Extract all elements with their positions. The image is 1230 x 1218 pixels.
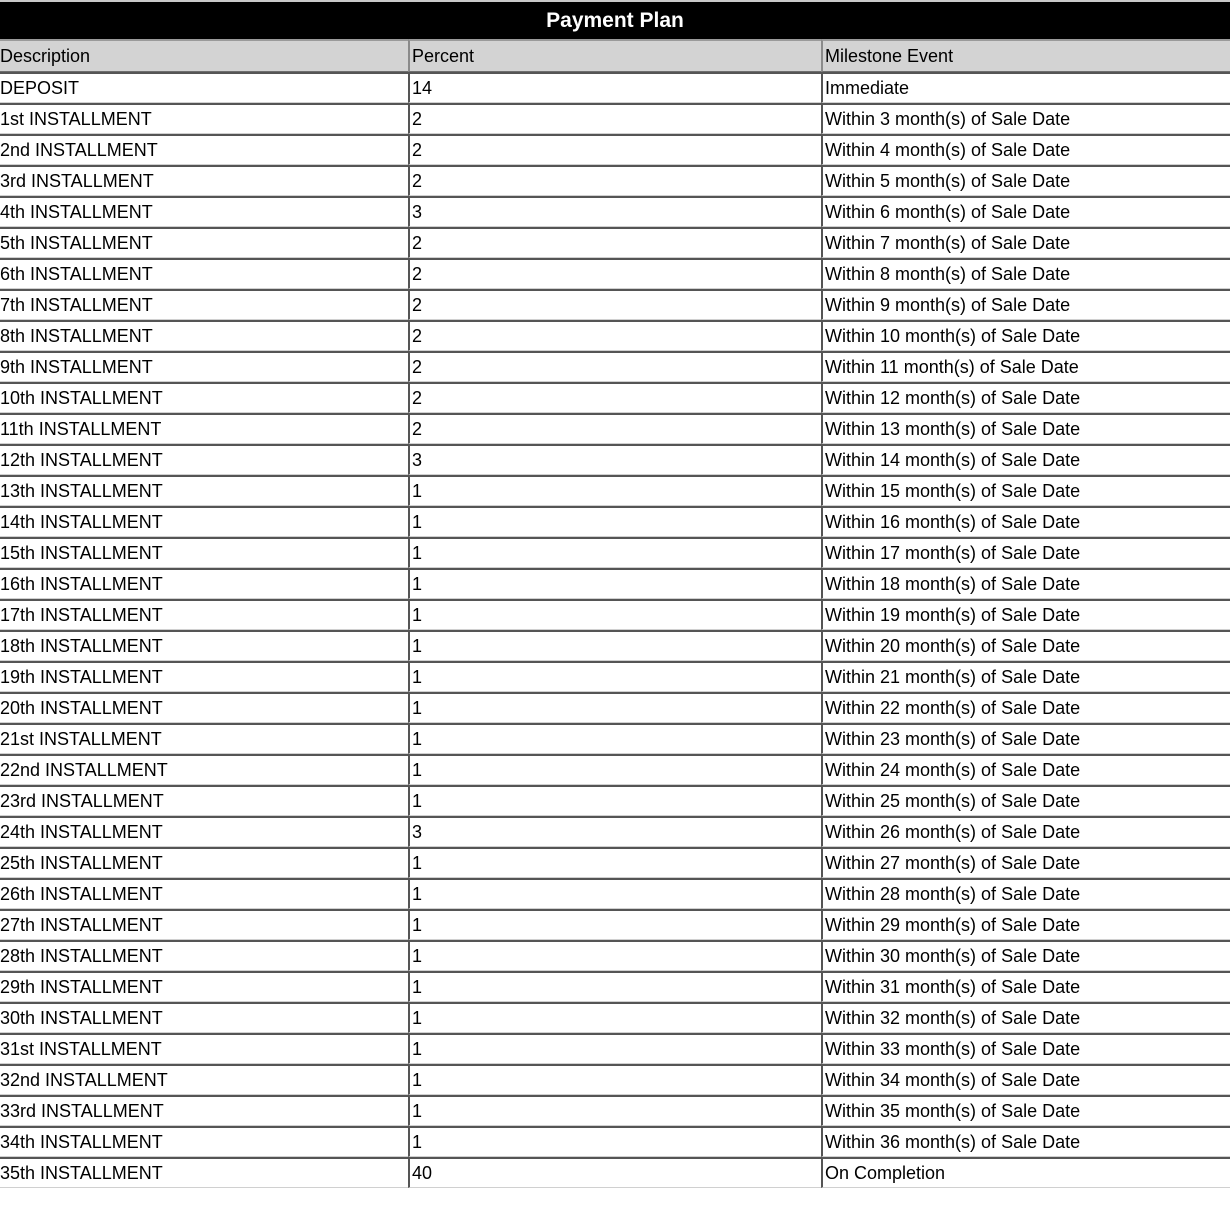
table-row [0,847,1230,878]
table-row [0,661,1230,692]
percent-cell: 1 [408,475,821,506]
percent-cell: 1 [408,537,821,568]
table-body [0,72,1230,1188]
milestone-event-cell: Within 21 month(s) of Sale Date [821,661,1230,692]
percent-cell: 3 [408,816,821,847]
description-cell: 28th INSTALLMENT [0,940,408,971]
table-row [0,599,1230,630]
percent-cell: 3 [408,196,821,227]
milestone-event-cell: Within 15 month(s) of Sale Date [821,475,1230,506]
table-row [0,1064,1230,1095]
table-row [0,103,1230,134]
table-row [0,1126,1230,1157]
milestone-event-cell: Within 10 month(s) of Sale Date [821,320,1230,351]
milestone-event-cell: Within 3 month(s) of Sale Date [821,103,1230,134]
description-cell: 22nd INSTALLMENT [0,754,408,785]
milestone-event-cell: Within 5 month(s) of Sale Date [821,165,1230,196]
percent-cell: 2 [408,413,821,444]
table-row [0,692,1230,723]
description-cell: 25th INSTALLMENT [0,847,408,878]
description-cell: 15th INSTALLMENT [0,537,408,568]
description-cell: 17th INSTALLMENT [0,599,408,630]
table-row [0,816,1230,847]
milestone-event-cell: Within 20 month(s) of Sale Date [821,630,1230,661]
table-row [0,878,1230,909]
description-cell: 10th INSTALLMENT [0,382,408,413]
milestone-event-cell: Within 23 month(s) of Sale Date [821,723,1230,754]
percent-cell: 2 [408,227,821,258]
table-row [0,723,1230,754]
percent-cell: 1 [408,692,821,723]
description-cell: DEPOSIT [0,72,408,103]
percent-cell: 1 [408,1033,821,1064]
percent-cell: 1 [408,723,821,754]
description-cell: 31st INSTALLMENT [0,1033,408,1064]
milestone-event-cell: On Completion [821,1157,1230,1188]
description-cell: 19th INSTALLMENT [0,661,408,692]
table-row [0,568,1230,599]
percent-cell: 1 [408,754,821,785]
table-row [0,1002,1230,1033]
percent-cell: 1 [408,847,821,878]
table-row [0,537,1230,568]
description-cell: 21st INSTALLMENT [0,723,408,754]
table-row [0,909,1230,940]
percent-cell: 2 [408,165,821,196]
milestone-event-cell: Within 22 month(s) of Sale Date [821,692,1230,723]
table-row [0,258,1230,289]
milestone-event-cell: Within 14 month(s) of Sale Date [821,444,1230,475]
table-row [0,506,1230,537]
percent-cell: 1 [408,630,821,661]
milestone-event-cell: Within 33 month(s) of Sale Date [821,1033,1230,1064]
percent-cell: 1 [408,506,821,537]
table-row [0,1033,1230,1064]
milestone-event-cell: Within 26 month(s) of Sale Date [821,816,1230,847]
milestone-event-cell: Within 4 month(s) of Sale Date [821,134,1230,165]
milestone-event-cell: Within 19 month(s) of Sale Date [821,599,1230,630]
milestone-event-cell: Within 32 month(s) of Sale Date [821,1002,1230,1033]
table-row [0,444,1230,475]
milestone-event-cell: Within 35 month(s) of Sale Date [821,1095,1230,1126]
milestone-event-cell: Within 31 month(s) of Sale Date [821,971,1230,1002]
description-cell: 27th INSTALLMENT [0,909,408,940]
percent-cell: 2 [408,134,821,165]
milestone-event-cell: Within 11 month(s) of Sale Date [821,351,1230,382]
percent-cell: 1 [408,940,821,971]
milestone-event-cell: Within 36 month(s) of Sale Date [821,1126,1230,1157]
percent-cell: 2 [408,382,821,413]
description-cell: 7th INSTALLMENT [0,289,408,320]
description-cell: 34th INSTALLMENT [0,1126,408,1157]
percent-cell: 1 [408,971,821,1002]
column-header-description: Description [0,39,408,72]
description-cell: 9th INSTALLMENT [0,351,408,382]
percent-cell: 40 [408,1157,821,1188]
milestone-event-cell: Within 7 month(s) of Sale Date [821,227,1230,258]
milestone-event-cell: Within 24 month(s) of Sale Date [821,754,1230,785]
percent-cell: 3 [408,444,821,475]
milestone-event-cell: Within 28 month(s) of Sale Date [821,878,1230,909]
milestone-event-cell: Within 8 month(s) of Sale Date [821,258,1230,289]
milestone-event-cell: Within 9 month(s) of Sale Date [821,289,1230,320]
milestone-event-cell: Within 13 month(s) of Sale Date [821,413,1230,444]
header-row [0,39,1230,72]
table-row [0,196,1230,227]
milestone-event-cell: Within 17 month(s) of Sale Date [821,537,1230,568]
percent-cell: 2 [408,289,821,320]
description-cell: 30th INSTALLMENT [0,1002,408,1033]
table-row [0,72,1230,103]
table-row [0,940,1230,971]
description-cell: 1st INSTALLMENT [0,103,408,134]
table-row [0,413,1230,444]
percent-cell: 1 [408,661,821,692]
table-row [0,351,1230,382]
description-cell: 2nd INSTALLMENT [0,134,408,165]
table-row [0,785,1230,816]
percent-cell: 1 [408,1002,821,1033]
table-row [0,165,1230,196]
description-cell: 5th INSTALLMENT [0,227,408,258]
milestone-event-cell: Within 18 month(s) of Sale Date [821,568,1230,599]
milestone-event-cell: Within 12 month(s) of Sale Date [821,382,1230,413]
percent-cell: 2 [408,320,821,351]
percent-cell: 2 [408,258,821,289]
table-row [0,630,1230,661]
percent-cell: 2 [408,351,821,382]
table-row [0,754,1230,785]
percent-cell: 1 [408,1064,821,1095]
table-row [0,320,1230,351]
description-cell: 16th INSTALLMENT [0,568,408,599]
table-row [0,475,1230,506]
description-cell: 24th INSTALLMENT [0,816,408,847]
table-row [0,227,1230,258]
description-cell: 6th INSTALLMENT [0,258,408,289]
milestone-event-cell: Within 16 month(s) of Sale Date [821,506,1230,537]
percent-cell: 1 [408,909,821,940]
description-cell: 4th INSTALLMENT [0,196,408,227]
percent-cell: 14 [408,72,821,103]
percent-cell: 1 [408,599,821,630]
percent-cell: 1 [408,1095,821,1126]
table-row [0,289,1230,320]
percent-cell: 1 [408,1126,821,1157]
description-cell: 12th INSTALLMENT [0,444,408,475]
description-cell: 20th INSTALLMENT [0,692,408,723]
description-cell: 29th INSTALLMENT [0,971,408,1002]
description-cell: 3rd INSTALLMENT [0,165,408,196]
milestone-event-cell: Within 6 month(s) of Sale Date [821,196,1230,227]
column-header-milestone-event: Milestone Event [821,39,1230,72]
table-row [0,382,1230,413]
description-cell: 8th INSTALLMENT [0,320,408,351]
percent-cell: 1 [408,568,821,599]
percent-cell: 2 [408,103,821,134]
description-cell: 26th INSTALLMENT [0,878,408,909]
milestone-event-cell: Within 25 month(s) of Sale Date [821,785,1230,816]
column-header-percent: Percent [408,39,821,72]
description-cell: 11th INSTALLMENT [0,413,408,444]
table-row [0,134,1230,165]
description-cell: 18th INSTALLMENT [0,630,408,661]
milestone-event-cell: Immediate [821,72,1230,103]
milestone-event-cell: Within 29 month(s) of Sale Date [821,909,1230,940]
description-cell: 14th INSTALLMENT [0,506,408,537]
milestone-event-cell: Within 34 month(s) of Sale Date [821,1064,1230,1095]
table-row [0,971,1230,1002]
description-cell: 33rd INSTALLMENT [0,1095,408,1126]
description-cell: 23rd INSTALLMENT [0,785,408,816]
description-cell: 35th INSTALLMENT [0,1157,408,1188]
description-cell: 13th INSTALLMENT [0,475,408,506]
table-row [0,1157,1230,1188]
milestone-event-cell: Within 27 month(s) of Sale Date [821,847,1230,878]
percent-cell: 1 [408,878,821,909]
table-title: Payment Plan [0,0,1230,39]
title-row [0,0,1230,39]
table-row [0,1095,1230,1126]
description-cell: 32nd INSTALLMENT [0,1064,408,1095]
percent-cell: 1 [408,785,821,816]
milestone-event-cell: Within 30 month(s) of Sale Date [821,940,1230,971]
